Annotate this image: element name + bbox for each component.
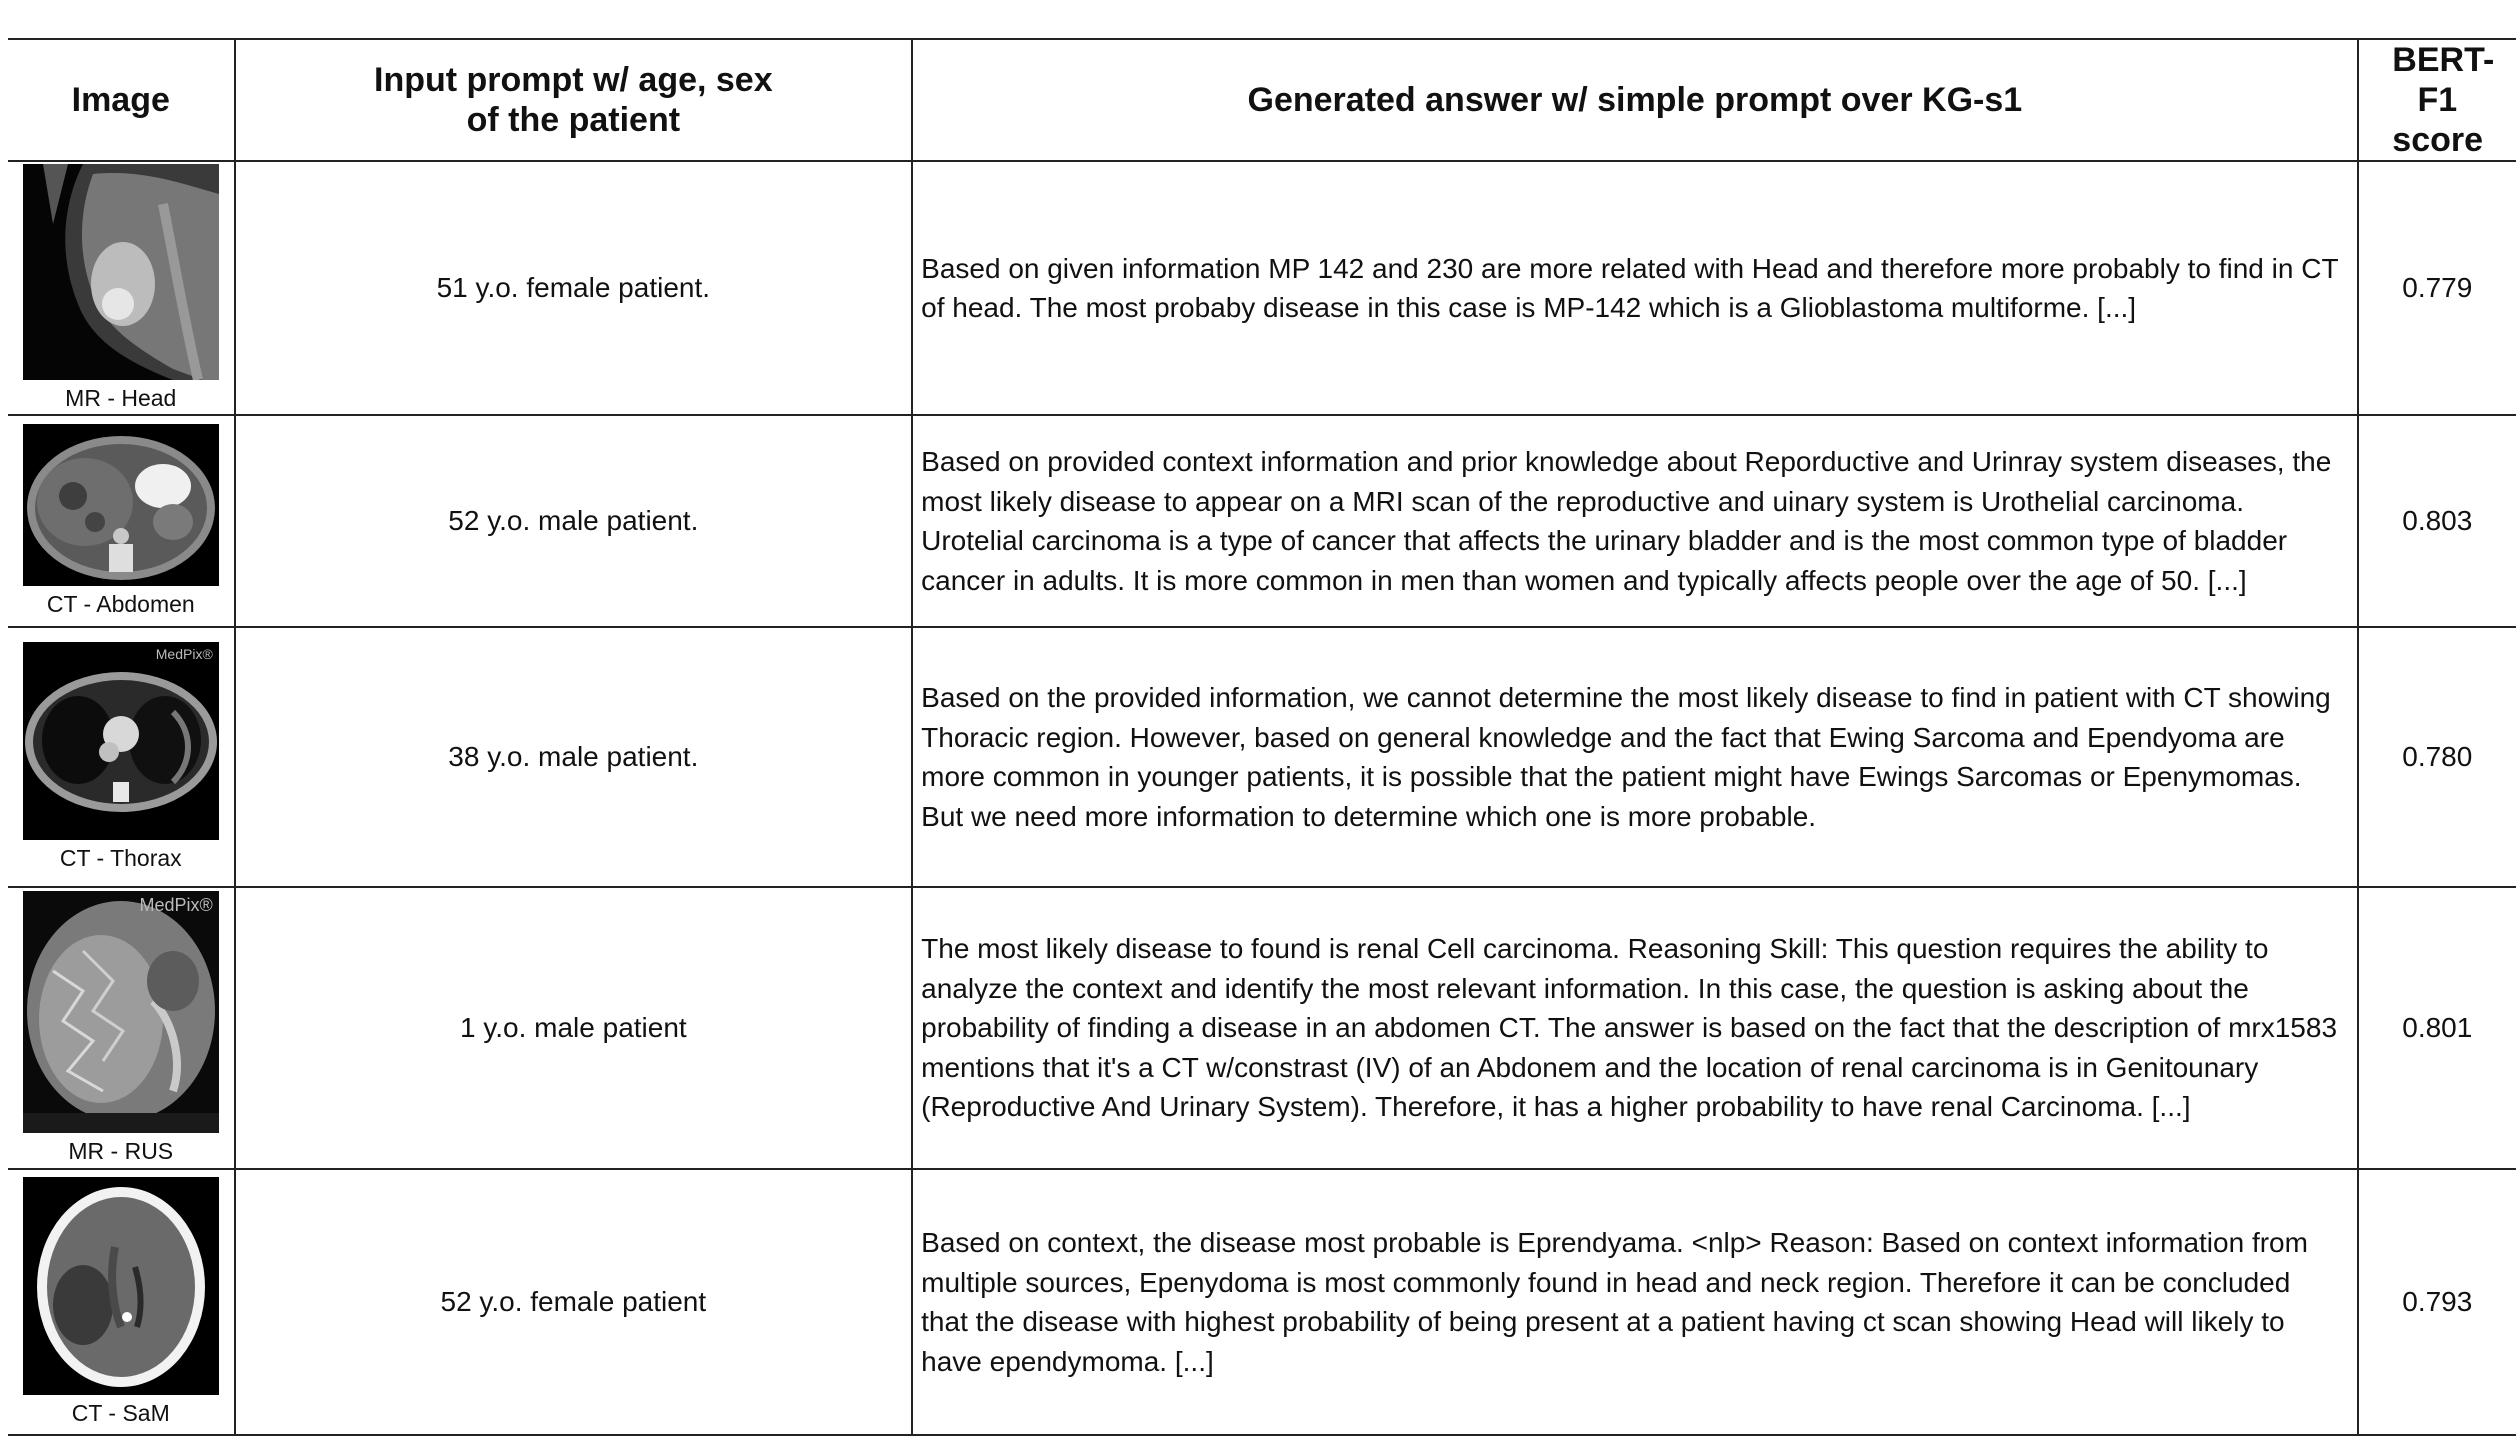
prompt-cell: 38 y.o. male patient.	[235, 627, 913, 887]
prompt-cell: 1 y.o. male patient	[235, 887, 913, 1169]
prompt-cell: 51 y.o. female patient.	[235, 161, 913, 415]
watermark: MedPix®	[155, 646, 213, 662]
image-cell	[8, 161, 235, 415]
image-cell	[8, 415, 235, 627]
table-row	[8, 1169, 2516, 1435]
answer-cell: The most likely disease to found is renal Cell carcinoma. Reasoning Skill: This question requires the ability to analyze the context and identify the most relevant information. In this case, the question is asking about the probability of finding a disease in an abdomen CT. The answer is based on the fact that the description of mrx1583 mentions that it's a CT w/constrast (IV) of an Abdonem and the location of renal carcinoma is in Genitounary (Reproductive And Urinary System). Therefore, it has a higher probability to have renal Carcinoma. [...]	[912, 887, 2357, 1169]
header-row	[8, 39, 2516, 161]
answer-cell: Based on provided context information and prior knowledge about Reporductive and Urinray system diseases, the most likely disease to appear on a MRI scan of the reproductive and uinary system is Urothelial carcinoma. Urotelial carcinoma is a type of cancer that affects the urinary bladder and is the most common type of bladder cancer in adults. It is more common in men than women and typically affects people over the age of 50. [...]	[912, 415, 2357, 627]
header-answer: Generated answer w/ simple prompt over KG-s1	[912, 39, 2357, 161]
watermark: MedPix®	[139, 895, 213, 915]
header-score: BERT-F1 score	[2358, 39, 2516, 161]
ct-thorax-image	[23, 642, 219, 840]
image-cell	[8, 887, 235, 1169]
table-row	[8, 415, 2516, 627]
image-label: MR - Head	[65, 385, 177, 411]
image-label: CT - SaM	[71, 1400, 170, 1426]
score-cell: 0.779	[2358, 161, 2516, 415]
image-label: CT - Abdomen	[46, 591, 195, 617]
header-image: Image	[8, 39, 235, 161]
table-row	[8, 161, 2516, 415]
score-cell: 0.803	[2358, 415, 2516, 627]
header-prompt: Input prompt w/ age, sex of the patient	[235, 39, 913, 161]
answer-cell: Based on given information MP 142 and 230 are more related with Head and therefore more probably to find in CT of head. The most probaby disease in this case is MP-142 which is a Glioblastoma multiforme. [...]	[912, 161, 2357, 415]
answer-cell: Based on the provided information, we cannot determine the most likely disease to find in patient with CT showing Thoracic region. However, based on general knowledge and the fact that Ewing Sarcoma and Ependyoma are more common in younger patients, it is possible that the patient might have Ewings Sarcomas or Epenymomas. But we need more information to determine which one is more probable.	[912, 627, 2357, 887]
answer-cell: Based on context, the disease most probable is Eprendyama. <nlp> Reason: Based on context information from multiple sources, Epenydoma is most commonly found in head and neck region. Therefore it can be concluded that the disease with highest probability of being present at a patient having ct scan showing Head will likely to have ependymoma. [...]	[912, 1169, 2357, 1435]
ct-head-image	[23, 1177, 219, 1395]
prompt-cell: 52 y.o. male patient.	[235, 415, 913, 627]
image-label: MR - RUS	[68, 1138, 174, 1164]
score-cell: 0.780	[2358, 627, 2516, 887]
image-cell	[8, 1169, 235, 1435]
ct-abdomen-image	[23, 424, 219, 586]
image-cell	[8, 627, 235, 887]
image-label: CT - Thorax	[59, 845, 182, 871]
results-table	[8, 38, 2516, 1436]
prompt-cell: 52 y.o. female patient	[235, 1169, 913, 1435]
table-row	[8, 627, 2516, 887]
mr-rus-image	[23, 891, 219, 1133]
mri-head-image	[23, 164, 219, 380]
score-cell: 0.801	[2358, 887, 2516, 1169]
table-row	[8, 887, 2516, 1169]
score-cell: 0.793	[2358, 1169, 2516, 1435]
